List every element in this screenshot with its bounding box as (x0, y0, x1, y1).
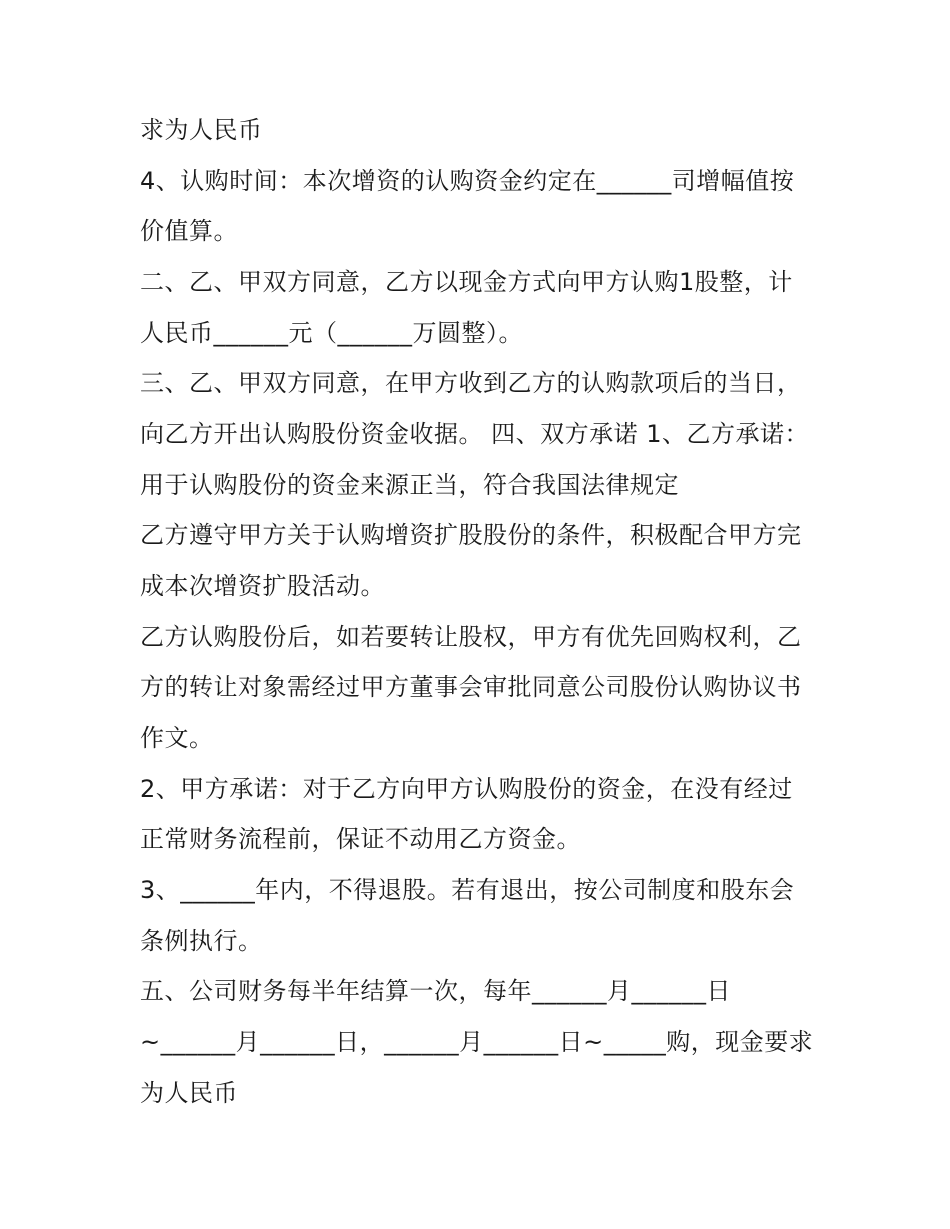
text-line: 为人民币 (140, 1079, 238, 1107)
text-line: 人民币______元（______万圆整）。 (140, 319, 523, 347)
text-line: 求为人民币 (140, 116, 263, 144)
text-line: 条例执行。 (140, 927, 263, 955)
text-line: 用于认购股份的资金来源正当，符合我国法律规定 (140, 471, 679, 499)
text-line: 作文。 (140, 724, 214, 752)
text-line: 三、乙、甲双方同意，在甲方收到乙方的认购款项后的当日， (140, 369, 802, 397)
text-line: 成本次增资扩股活动。 (140, 572, 385, 600)
text-line: 五、公司财务每半年结算一次，每年______月______日 (140, 977, 731, 1005)
text-line: ~______月______日，______月______日~_____购，现金要求 (140, 1028, 814, 1056)
text-line: 价值算。 (140, 217, 238, 245)
text-line: 3、______年内，不得退股。若有退出，按公司制度和股东会 (140, 876, 795, 904)
text-line: 乙方认购股份后，如若要转让股权，甲方有优先回购权利，乙 (140, 623, 802, 651)
text-line: 二、乙、甲双方同意，乙方以现金方式向甲方认购1股整，计 (140, 268, 793, 296)
text-line: 2、甲方承诺：对于乙方向甲方认购股份的资金，在没有经过 (140, 775, 793, 803)
text-line: 乙方遵守甲方关于认购增资扩股股份的条件，积极配合甲方完 (140, 521, 802, 549)
text-line: 向乙方开出认购股份资金收据。 四、双方承诺 1、乙方承诺： (140, 420, 810, 448)
text-line: 4、认购时间：本次增资的认购资金约定在______司增幅值按 (140, 167, 795, 195)
text-line: 正常财务流程前，保证不动用乙方资金。 (140, 825, 581, 853)
text-line: 方的转让对象需经过甲方董事会审批同意公司股份认购协议书 (140, 673, 802, 701)
